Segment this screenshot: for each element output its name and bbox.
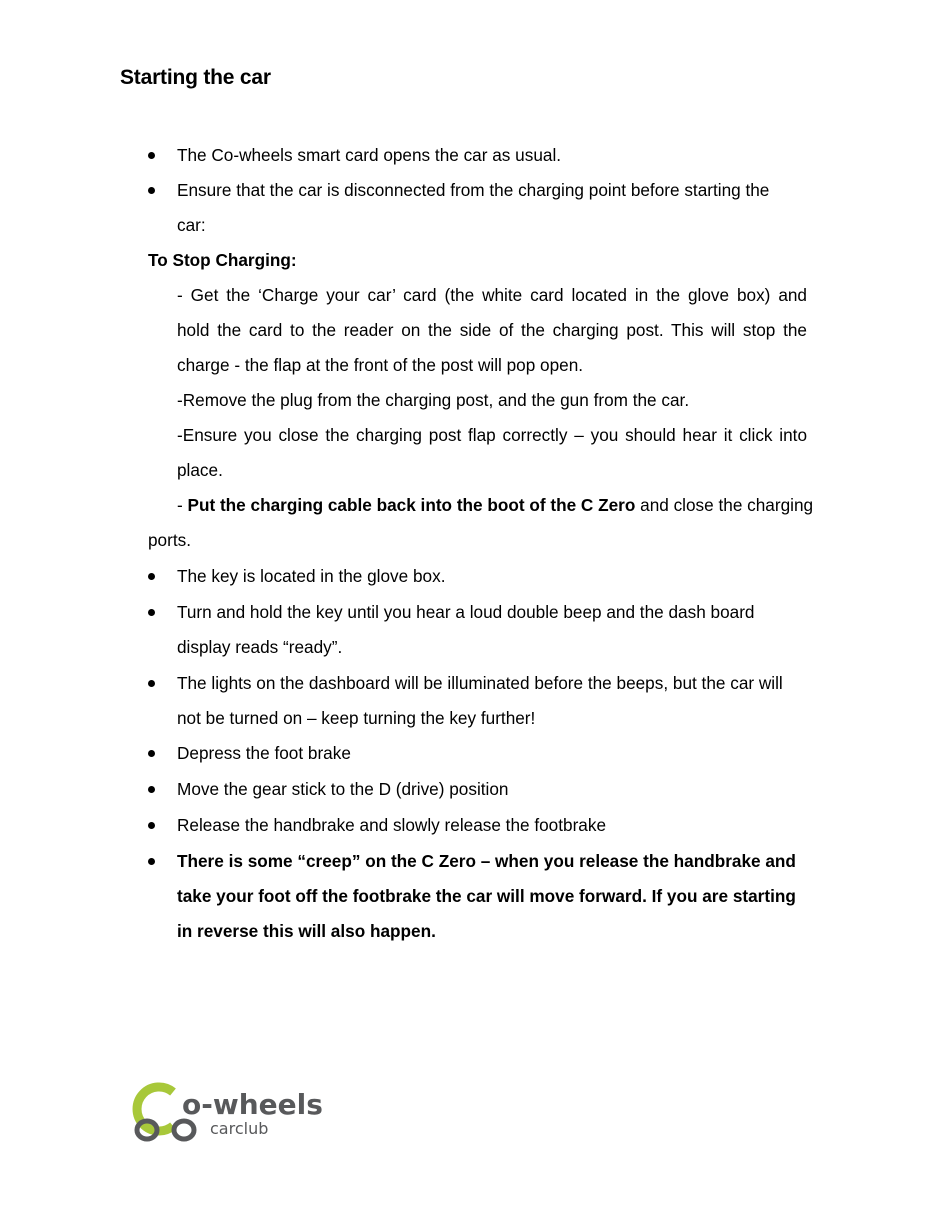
bullet-dot [148, 152, 155, 159]
bullet-dot [148, 786, 155, 793]
paragraph-line: hold the card to the reader on the side of the charging post. This will stop the [177, 320, 807, 340]
paragraph-line: charge - the flap at the front of the post will pop open. [177, 355, 584, 375]
bullet-dot [148, 858, 155, 865]
page-title: Starting the car [120, 66, 271, 89]
list-item-text: The lights on the dashboard will be illuminated before the beeps, but the car will [177, 673, 783, 693]
paragraph-prefix: - [177, 495, 188, 515]
section-heading: To Stop Charging: [148, 250, 297, 270]
list-item-text: Turn and hold the key until you hear a loud double beep and the dash board [177, 602, 755, 622]
paragraph-line: - Get the ‘Charge your car’ card (the white card located in the glove box) and [177, 285, 807, 305]
logo-sub-text: carclub [210, 1119, 269, 1138]
list-item-text: display reads “ready”. [177, 637, 343, 657]
list-item-text: Ensure that the car is disconnected from the charging point before starting the [177, 180, 770, 200]
bullet-dot [148, 750, 155, 757]
list-item-text: Move the gear stick to the D (drive) position [177, 779, 509, 799]
list-item-text: not be turned on – keep turning the key further! [177, 708, 536, 728]
co-wheels-logo [132, 1082, 322, 1144]
paragraph-line [177, 494, 814, 516]
logo-brand-text: o-wheels [182, 1088, 322, 1121]
bold-instruction: Put the charging cable back into the boot of the C Zero [187, 495, 636, 515]
paragraph-line: -Remove the plug from the charging post, and the gun from the car. [177, 390, 690, 410]
paragraph-text: and close the charging [635, 495, 814, 515]
bullet-dot [148, 187, 155, 194]
bullet-dot [148, 680, 155, 687]
logo-wheel-right [174, 1121, 194, 1139]
bullet-dot [148, 609, 155, 616]
list-item-text: The key is located in the glove box. [177, 566, 446, 586]
bullet-dot [148, 822, 155, 829]
list-item-text: in reverse this will also happen. [177, 921, 436, 941]
list-item-text: take your foot off the footbrake the car will move forward. If you are starting [177, 886, 796, 906]
paragraph-line: -Ensure you close the charging post flap correctly – you should hear it click into [177, 425, 807, 445]
list-item-text: Release the handbrake and slowly release the footbrake [177, 815, 607, 835]
list-item-text: car: [177, 215, 206, 235]
list-item-text: Depress the foot brake [177, 743, 351, 763]
list-item-text: The Co-wheels smart card opens the car as usual. [177, 145, 562, 165]
paragraph-line: place. [177, 460, 223, 480]
logo-graphic [132, 1082, 322, 1144]
list-item-text: There is some “creep” on the C Zero – when you release the handbrake and [177, 851, 796, 871]
bullet-dot [148, 573, 155, 580]
paragraph-line: ports. [148, 530, 191, 550]
